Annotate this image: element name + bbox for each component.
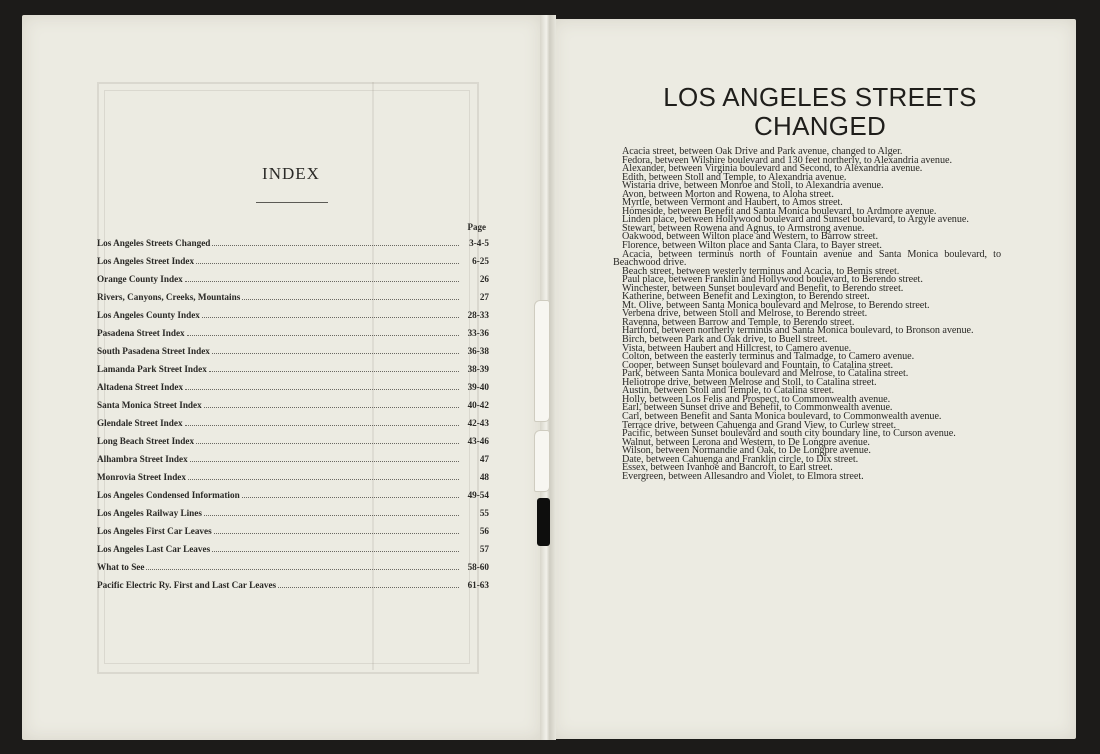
index-entry-leader	[185, 275, 459, 282]
index-entry	[97, 400, 489, 418]
street-change-entry: Myrtle, between Vermont and Haubert, to Amos street.	[622, 197, 843, 209]
street-change-entry: Wistaria drive, between Monroe and Stoll, to Alexandria avenue.	[622, 180, 884, 192]
street-change-entry: Cooper, between Sunset boulevard and Fountain, to Catalina street.	[622, 359, 894, 371]
index-entry-label: Alhambra Street Index	[97, 454, 188, 464]
index-entry-label: Rivers, Canyons, Creeks, Mountains	[97, 292, 241, 302]
street-change-entry: Oakwood, between Wilton place and Western, to Barrow street.	[622, 231, 878, 243]
street-change-entry: Evergreen, between Allesandro and Violet, to Elmora street.	[622, 470, 864, 482]
street-change-entry: Birch, between Park and Oak drive, to Buell street.	[622, 334, 828, 346]
torn-binding	[534, 430, 550, 492]
street-change-entry: Wilson, between Normandie and Oak, to De Longpre avenue.	[622, 445, 871, 457]
index-entry	[97, 544, 489, 562]
index-entry-leader	[196, 437, 459, 444]
index-entry	[97, 328, 489, 346]
index-entry-page: 49-54	[467, 490, 489, 500]
street-change-entry: Homeside, between Benefit and Santa Monica boulevard, to Ardmore avenue.	[622, 205, 937, 217]
index-entry	[97, 580, 489, 598]
street-change-entry: Holly, between Los Felis and Prospect, to Commonwealth avenue.	[622, 393, 891, 405]
index-entry-leader	[242, 491, 459, 498]
street-change-entry: Walnut, between Lerona and Western, to De Longpre avenue.	[622, 436, 870, 448]
index-entry-label: Los Angeles Last Car Leaves	[97, 544, 211, 554]
streets-changed-heading	[610, 83, 1030, 141]
street-change-entry: Pacific, between Sunset boulevard and south city boundary line, to Curson avenue.	[622, 428, 956, 440]
index-entry-leader	[209, 365, 459, 372]
index-entry-leader	[196, 257, 459, 264]
index-entry-page: 43-46	[467, 436, 489, 446]
index-entry-page: 6-25	[472, 256, 489, 266]
index-entry	[97, 562, 489, 580]
street-change-entry: Date, between Cahuenga and Franklin circle, to Dix street.	[622, 453, 859, 465]
index-entry	[97, 310, 489, 328]
street-change-entry: Vista, between Haubert and Hillcrest, to Camero avenue.	[622, 342, 852, 354]
index-entry-label: Santa Monica Street Index	[97, 400, 202, 410]
index-entry-label: Los Angeles Streets Changed	[97, 238, 211, 248]
index-entry-label: Glendale Street Index	[97, 418, 183, 428]
street-change-entry: Terrace drive, between Cahuenga and Grand View, to Curlew street.	[622, 419, 897, 431]
street-change-entry: Beach street, between westerly terminus and Acacia, to Bemis street.	[622, 265, 900, 277]
street-change-entry: Fedora, between Wilshire boulevard and 130 feet northerly, to Alexandria avenue.	[622, 154, 952, 166]
index-entry	[97, 490, 489, 508]
index-entry-label: Los Angeles First Car Leaves	[97, 526, 212, 536]
street-change-entry: Park, between Santa Monica boulevard and Melrose, to Catalina street.	[622, 368, 909, 380]
street-change-entry: Austin, between Stoll and Temple, to Catalina street.	[622, 385, 835, 397]
street-change-entry: Ravenna, between Barrow and Temple, to Berendo street.	[622, 316, 855, 328]
index-entry-page: 42-43	[467, 418, 489, 428]
index-title: INDEX	[262, 164, 320, 183]
index-entry-leader	[204, 509, 459, 516]
street-change-entry: Colton, between the easterly terminus and Talmadge, to Camero avenue.	[622, 351, 915, 363]
index-entry-label: Pasadena Street Index	[97, 328, 185, 338]
heading-line-2: CHANGED	[753, 111, 887, 141]
index-entry-leader	[187, 329, 459, 336]
index-entry-label: Pacific Electric Ry. First and Last Car Leaves	[97, 580, 277, 590]
index-entry-leader	[202, 311, 459, 318]
index-entry	[97, 436, 489, 454]
street-change-entry: Paul place, between Franklin and Hollywood boulevard, to Berendo street.	[622, 274, 923, 286]
index-title-rule	[256, 202, 328, 203]
index-entry-page: 55	[479, 508, 489, 518]
index-entry-leader	[190, 455, 459, 462]
index-entry-leader	[214, 527, 459, 534]
index-page-column-label: Page	[467, 222, 486, 232]
index-entry-page: 38-39	[467, 364, 489, 374]
index-entry	[97, 382, 489, 400]
index-entry-label: South Pasadena Street Index	[97, 346, 210, 356]
street-change-entry: Verbena drive, between Stoll and Melrose, to Berendo street.	[622, 308, 868, 320]
index-entry-label: Los Angeles Condensed Information	[97, 490, 240, 500]
street-change-entry: Carl, between Benefit and Santa Monica boulevard, to Commonwealth avenue.	[622, 410, 942, 422]
street-change-entry: Florence, between Wilton place and Santa Clara, to Bayer street.	[622, 240, 882, 252]
street-change-entry: Acacia street, between Oak Drive and Park avenue, changed to Alger.	[622, 146, 903, 157]
index-entry-label: Long Beach Street Index	[97, 436, 195, 446]
index-entry-page: 33-36	[467, 328, 489, 338]
index-entry-label: What to See	[97, 562, 145, 572]
index-entry	[97, 256, 489, 274]
index-entry-label: Altadena Street Index	[97, 382, 184, 392]
street-change-entry: Essex, between Ivanhoe and Bancroft, to Earl street.	[622, 462, 833, 474]
index-entry-leader	[278, 581, 459, 588]
index-entry-label: Monrovia Street Index	[97, 472, 186, 482]
index-entry	[97, 454, 489, 472]
index-entry-page: 27	[479, 292, 489, 302]
index-entry-leader	[212, 545, 459, 552]
index-entry	[97, 346, 489, 364]
index-entry-page: 58-60	[467, 562, 489, 572]
street-change-entry: Heliotrope drive, between Melrose and Stoll, to Catalina street.	[622, 376, 877, 388]
index-entry	[97, 508, 489, 526]
binding-hole	[537, 498, 550, 546]
index-entry-leader	[204, 401, 459, 408]
street-change-entry: Edith, between Stoll and Temple, to Alexandria avenue.	[622, 171, 847, 183]
index-entry-leader	[185, 419, 459, 426]
heading-line-1: LOS ANGELES STREETS	[663, 82, 977, 112]
index-entry-page: 3-4-5	[469, 238, 489, 248]
street-change-entry: Alexander, between Virginia boulevard and Second, to Alexandria avenue.	[622, 163, 923, 175]
index-entry-page: 47	[479, 454, 489, 464]
index-entry-page: 40-42	[467, 400, 489, 410]
index-entry	[97, 238, 489, 256]
index-entry	[97, 418, 489, 436]
index-entry	[97, 526, 489, 544]
index-entry-leader	[212, 347, 459, 354]
index-entry-page: 36-38	[467, 346, 489, 356]
index-entry-leader	[185, 383, 459, 390]
index-entry	[97, 292, 489, 310]
street-change-entry: Avon, between Morton and Rowena, to Aloha street.	[622, 188, 834, 200]
index-entry-leader	[146, 563, 459, 570]
street-change-entry: Linden place, between Hollywood boulevard and Sunset boulevard, to Argyle avenue.	[622, 214, 969, 226]
index-entry	[97, 472, 489, 490]
index-entry-page: 48	[479, 472, 489, 482]
index-entry-page: 26	[479, 274, 489, 284]
index-entry-label: Orange County Index	[97, 274, 183, 284]
index-entry-leader	[242, 293, 459, 300]
street-change-entry: Katherine, between Benefit and Lexington, to Berendo street.	[622, 291, 870, 303]
index-entry-page: 61-63	[467, 580, 489, 590]
index-entry-page: 28-33	[467, 310, 489, 320]
index-entry-leader	[212, 239, 459, 246]
index-entry-page: 39-40	[467, 382, 489, 392]
street-change-entry: Winchester, between Sunset boulevard and Benefit, to Berendo street.	[622, 282, 904, 294]
index-entry	[97, 274, 489, 292]
index-entry-label: Lamanda Park Street Index	[97, 364, 207, 374]
torn-binding	[534, 300, 550, 422]
index-entry-page: 57	[479, 544, 489, 554]
street-change-entry: Mt. Olive, between Santa Monica boulevard and Melrose, to Berendo street.	[622, 299, 930, 311]
index-entry-leader	[188, 473, 459, 480]
index-list	[97, 238, 489, 598]
street-change-entry: Stewart, between Rowena and Agnus, to Armstrong avenue.	[622, 222, 865, 234]
index-entry-label: Los Angeles Railway Lines	[97, 508, 202, 518]
street-change-entry: Hartford, between northerly terminus and Santa Monica boulevard, to Bronson avenue.	[622, 325, 974, 337]
street-change-entry: Acacia, between terminus north of Fountain avenue and Santa Monica boulevard, to Beachwood drive.	[613, 248, 1001, 269]
index-entry-label: Los Angeles Street Index	[97, 256, 195, 266]
street-change-entry: Earl, between Sunset drive and Benefit, to Commonwealth avenue.	[622, 402, 893, 414]
index-entry	[97, 364, 489, 382]
index-entry-page: 56	[479, 526, 489, 536]
index-entry-label: Los Angeles County Index	[97, 310, 200, 320]
street-change-entries	[613, 148, 1001, 481]
